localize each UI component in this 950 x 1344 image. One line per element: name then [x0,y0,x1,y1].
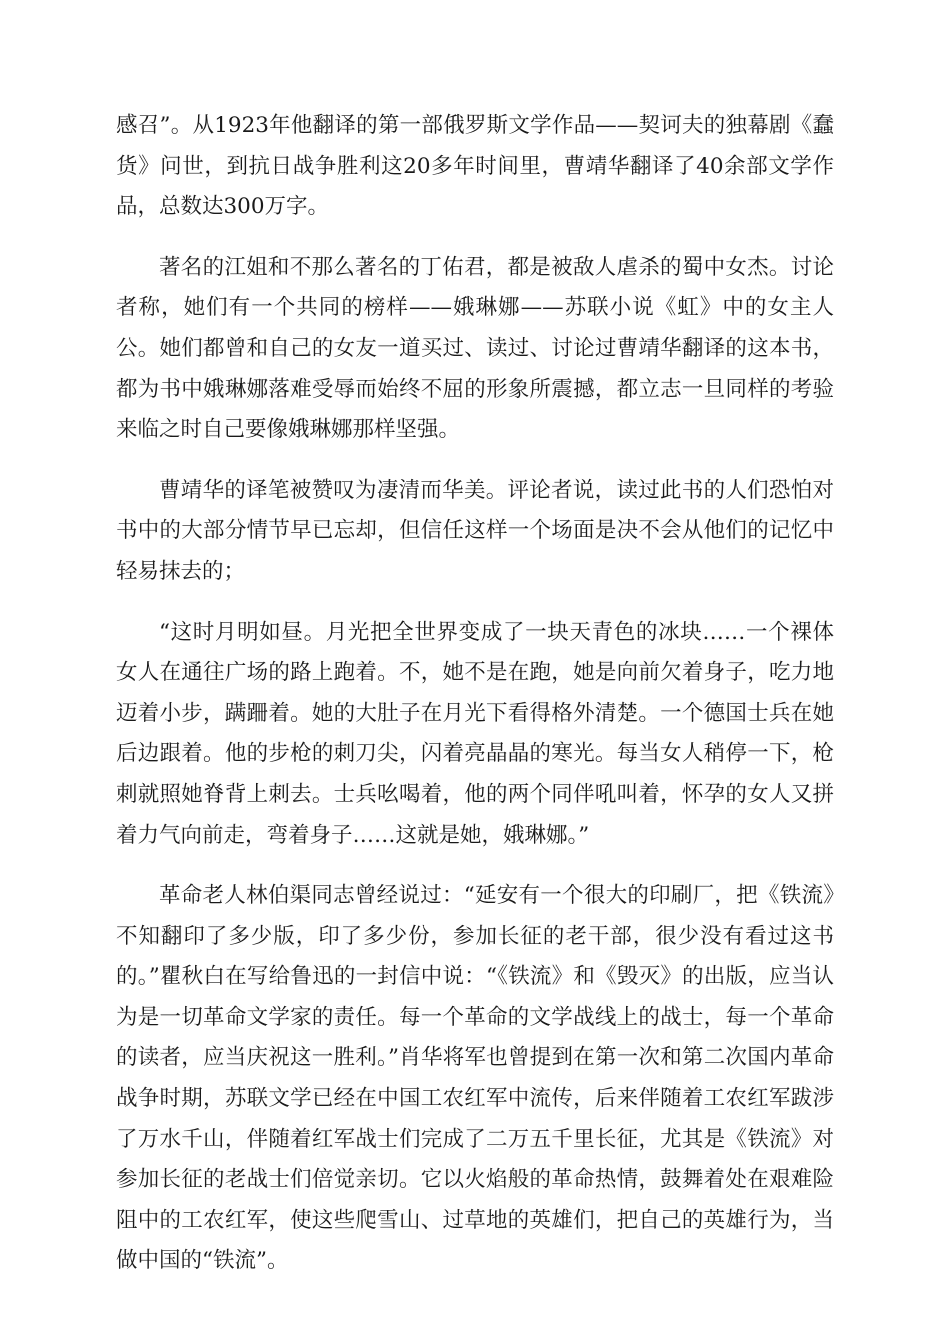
paragraph-quoted-scene: “这时月明如昼。月光把全世界变成了一块天青色的冰块……一个裸体女人在通往广场的路上跑着。不，她不是在跑，她是向前欠着身子，吃力地迈着小步，蹒跚着。她的大肚子在月光下看得格外清楚。一个德国士兵在她后边跟着。他的步枪的刺刀尖，闪着亮晶晶的寒光。每当女人稍停一下，枪刺就照她脊背上刺去。士兵吆喝着，他的两个同伴吼叫着，怀孕的女人又拼着力气向前走，弯着身子……这就是她，娥琳娜。” [116,619,834,848]
paragraph-translation-output: 感召”。从1923年他翻译的第一部俄罗斯文学作品——契诃夫的独幕剧《蠢货》问世，到抗日战争胜利这20多年时间里，曹靖华翻译了40余部文学作品，总数达300万字。 [116,113,834,220]
paragraph-iron-flood: 革命老人林伯渠同志曾经说过：“延安有一个很大的印刷厂，把《铁流》不知翻印了多少版，印了多少份，参加长征的老干部，很少没有看过这书的。”瞿秋白在写给鲁迅的一封信中说：“《铁流》和《毁灭》的出版，应当认为是一切革命文学家的责任。每一个革命的文学战线上的战士，每一个革命的读者，应当庆祝这一胜利。”肖华将军也曾提到在第一次和第二次国内革命战争时期，苏联文学已经在中国工农红军中流传，后来伴随着工农红军跋涉了万水千山，伴随着红军战士们完成了二万五千里长征，尤其是《铁流》对参加长征的老战士们倍觉亲切。它以火焰般的革命热情，鼓舞着处在艰难险阻中的工农红军，使这些爬雪山、过草地的英雄们，把自己的英雄行为，当做中国的“铁流”。 [116,883,834,1274]
paragraph-heroines: 著名的江姐和不那么著名的丁佑君，都是被敌人虐杀的蜀中女杰。讨论者称，她们有一个共同的榜样——娥琳娜——苏联小说《虹》中的女主人公。她们都曾和自己的女友一道买过、读过、讨论过曹靖华翻译的这本书，都为书中娥琳娜落难受辱而始终不屈的形象所震撼，都立志一旦同样的考验来临之时自己要像娥琳娜那样坚强。 [116,254,834,443]
paragraph-translation-style: 曹靖华的译笔被赞叹为凄清而华美。评论者说，读过此书的人们恐怕对书中的大部分情节早已忘却，但信任这样一个场面是决不会从他们的记忆中轻易抹去的； [116,477,834,584]
document-page [116,106,834,1302]
